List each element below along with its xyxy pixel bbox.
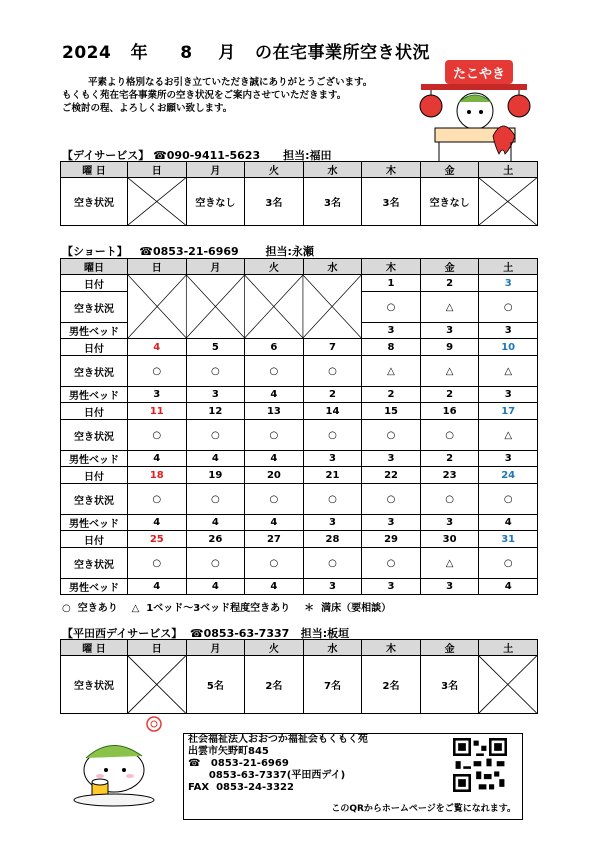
header-cell: 水 — [303, 640, 362, 656]
row-label: 日付 — [61, 339, 128, 356]
header-cell: 金 — [420, 162, 479, 178]
bed-row — [61, 387, 538, 403]
status-cell: ○ — [303, 548, 362, 579]
date-cell: 2 — [420, 275, 479, 292]
status-cell: △ — [479, 420, 538, 451]
header-cell: 金 — [420, 259, 479, 275]
row-label: 空き状況 — [61, 484, 128, 515]
tel-main: ☎ 0853-21-6969 — [188, 758, 289, 769]
bed-cell: 3 — [303, 451, 362, 467]
header-cell: 土 — [479, 259, 538, 275]
status-cell: ○ — [128, 356, 187, 387]
closed-cell — [479, 656, 538, 714]
bed-cell: 3 — [128, 387, 187, 403]
phone-number: ☎0853-63-7337 — [189, 627, 290, 640]
header-cell: 水 — [303, 259, 362, 275]
bed-cell: 3 — [420, 515, 479, 531]
date-row — [61, 275, 538, 292]
row-label: 男性ベッド — [61, 323, 128, 339]
bed-cell: 3 — [362, 515, 421, 531]
header-cell: 日 — [128, 259, 187, 275]
status-cell: ○ — [245, 484, 304, 515]
phone-number: ☎090-9411-5623 — [153, 149, 261, 162]
status-cell: 7名 — [303, 656, 362, 714]
header-cell: 木 — [362, 259, 421, 275]
org-name: 社会福祉法人おおつか福祉会もくもく苑 — [188, 734, 368, 745]
date-row — [61, 403, 538, 420]
date-cell: 5 — [186, 339, 245, 356]
status-cell: ○ — [245, 420, 304, 451]
header-cell: 火 — [245, 259, 304, 275]
bed-cell: 4 — [479, 579, 538, 595]
status-cell: ○ — [186, 484, 245, 515]
date-cell: 27 — [245, 531, 304, 548]
date-row — [61, 339, 538, 356]
header-cell: 日 — [128, 162, 187, 178]
status-row — [61, 420, 538, 451]
date-cell: 12 — [186, 403, 245, 420]
bed-cell: 3 — [362, 451, 421, 467]
status-cell: △ — [479, 356, 538, 387]
bed-cell: 2 — [303, 387, 362, 403]
fax: FAX 0853-24-3322 — [188, 782, 294, 793]
header-cell: 水 — [303, 162, 362, 178]
intro-text — [62, 76, 372, 115]
date-cell-saturday: 24 — [479, 467, 538, 484]
status-cell: ○ — [245, 356, 304, 387]
header-cell: 曜 日 — [61, 162, 128, 178]
header-cell: 金 — [420, 640, 479, 656]
bed-cell: 3 — [479, 387, 538, 403]
date-cell: 29 — [362, 531, 421, 548]
row-label: 空き状況 — [61, 420, 128, 451]
takoyaki-stall-illustration — [415, 56, 533, 164]
row-label: 空き状況 — [61, 356, 128, 387]
status-cell: ○ — [362, 484, 421, 515]
status-cell: ○ — [303, 484, 362, 515]
closed-cell — [128, 178, 187, 226]
mascot-illustration — [62, 712, 172, 808]
header-row — [61, 162, 538, 178]
header-row — [61, 640, 538, 656]
status-cell: △ — [362, 356, 421, 387]
status-row — [61, 656, 538, 714]
bed-cell: 3 — [186, 387, 245, 403]
status-cell: 3名 — [362, 178, 421, 226]
bed-cell: 3 — [420, 323, 479, 339]
status-cell: ○ — [128, 420, 187, 451]
bed-cell: 2 — [420, 387, 479, 403]
row-label: 空き状況 — [61, 292, 128, 323]
status-cell: ○ — [479, 292, 538, 323]
date-cell: 13 — [245, 403, 304, 420]
header-cell: 火 — [245, 640, 304, 656]
status-cell: ○ — [128, 548, 187, 579]
status-cell: ○ — [362, 292, 421, 323]
date-cell: 16 — [420, 403, 479, 420]
row-label: 空き状況 — [61, 548, 128, 579]
date-cell: 21 — [303, 467, 362, 484]
status-cell: 3名 — [303, 178, 362, 226]
date-row — [61, 531, 538, 548]
date-cell-saturday: 3 — [479, 275, 538, 292]
status-cell: ○ — [186, 420, 245, 451]
status-cell: ○ — [186, 356, 245, 387]
bed-cell: 3 — [479, 323, 538, 339]
legend: ○ 空きあり △ 1ベッド～3ベッド程度空きあり ＊ 満床（要相談） — [62, 603, 392, 614]
status-row — [61, 356, 538, 387]
bed-cell: 3 — [362, 323, 421, 339]
bed-cell: 3 — [303, 515, 362, 531]
stall-sign: たこやき — [452, 67, 506, 82]
short-stay-table — [60, 258, 538, 595]
bed-cell: 3 — [420, 579, 479, 595]
closed-cell — [128, 656, 187, 714]
status-cell: 5名 — [186, 656, 245, 714]
date-cell: 15 — [362, 403, 421, 420]
bed-cell: 4 — [245, 451, 304, 467]
date-cell: 23 — [420, 467, 479, 484]
row-label: 日付 — [61, 403, 128, 420]
status-cell: ○ — [420, 484, 479, 515]
date-cell: 19 — [186, 467, 245, 484]
status-cell: 空きなし — [420, 178, 479, 226]
row-label: 男性ベッド — [61, 451, 128, 467]
header-cell: 木 — [362, 640, 421, 656]
header-cell: 月 — [186, 259, 245, 275]
date-cell: 14 — [303, 403, 362, 420]
status-row — [61, 178, 538, 226]
status-cell: ○ — [479, 548, 538, 579]
header-cell: 火 — [245, 162, 304, 178]
bed-cell: 4 — [479, 515, 538, 531]
status-cell: ○ — [303, 356, 362, 387]
phone-number: ☎0853-21-6969 — [139, 245, 239, 258]
date-row — [61, 467, 538, 484]
status-cell: ○ — [362, 548, 421, 579]
intro-line: 平素より格別なるお引き立ていただき誠にありがとうございます。 — [88, 77, 373, 88]
status-cell: ○ — [479, 484, 538, 515]
status-cell: △ — [420, 356, 479, 387]
header-cell: 月 — [186, 162, 245, 178]
row-label: 日付 — [61, 467, 128, 484]
day-service-heading: 【デイサービス】 ☎090-9411-5623 担当:福田 — [62, 149, 332, 162]
status-cell: 2名 — [362, 656, 421, 714]
bed-cell: 3 — [362, 579, 421, 595]
date-cell: 26 — [186, 531, 245, 548]
date-cell-sunday: 18 — [128, 467, 187, 484]
date-cell: 8 — [362, 339, 421, 356]
date-cell-saturday: 10 — [479, 339, 538, 356]
status-cell: △ — [420, 548, 479, 579]
row-label: 男性ベッド — [61, 387, 128, 403]
status-cell: ○ — [245, 548, 304, 579]
date-cell: 20 — [245, 467, 304, 484]
date-cell-sunday: 4 — [128, 339, 187, 356]
address: 出雲市矢野町845 — [188, 746, 269, 757]
day-service-table — [60, 161, 538, 226]
bed-cell: 4 — [245, 579, 304, 595]
header-cell: 曜 日 — [61, 640, 128, 656]
status-cell: ○ — [303, 420, 362, 451]
date-cell-saturday: 31 — [479, 531, 538, 548]
date-cell-sunday: 25 — [128, 531, 187, 548]
qr-note: このQRからホームページをご覧になれます。 — [331, 804, 516, 814]
header-cell: 日 — [128, 640, 187, 656]
hirata-table — [60, 639, 538, 714]
intro-line: もくもく苑在宅各事業所の空き状況をご案内させていただきます。 — [62, 90, 347, 101]
intro-line: ご検討の程、よろしくお願い致します。 — [62, 103, 233, 114]
date-cell: 9 — [420, 339, 479, 356]
header-cell: 土 — [479, 640, 538, 656]
date-cell: 30 — [420, 531, 479, 548]
date-cell-saturday: 17 — [479, 403, 538, 420]
page-title: 2024 年 8 月 の在宅事業所空き状況 — [62, 43, 430, 63]
status-cell: ○ — [128, 484, 187, 515]
bed-cell: 4 — [128, 451, 187, 467]
bed-cell: 4 — [128, 579, 187, 595]
row-label: 空き状況 — [61, 178, 128, 226]
bed-cell: 4 — [186, 579, 245, 595]
date-cell: 7 — [303, 339, 362, 356]
status-cell: 空きなし — [186, 178, 245, 226]
row-label: 男性ベッド — [61, 579, 128, 595]
date-cell: 22 — [362, 467, 421, 484]
row-label: 日付 — [61, 531, 128, 548]
header-cell: 土 — [479, 162, 538, 178]
row-label: 日付 — [61, 275, 128, 292]
bed-cell: 4 — [245, 515, 304, 531]
bed-cell: 2 — [362, 387, 421, 403]
bed-cell: 3 — [303, 579, 362, 595]
header-row — [61, 259, 538, 275]
header-cell: 曜日 — [61, 259, 128, 275]
bed-row — [61, 579, 538, 595]
bed-cell: 4 — [128, 515, 187, 531]
status-row — [61, 484, 538, 515]
status-cell: 3名 — [245, 178, 304, 226]
status-row — [61, 548, 538, 579]
bed-cell: 4 — [186, 451, 245, 467]
header-cell: 木 — [362, 162, 421, 178]
bed-row — [61, 451, 538, 467]
row-label: 男性ベッド — [61, 515, 128, 531]
date-cell-sunday: 11 — [128, 403, 187, 420]
status-cell: △ — [420, 292, 479, 323]
status-cell: ○ — [420, 420, 479, 451]
bed-cell: 2 — [420, 451, 479, 467]
contact-box — [183, 733, 523, 820]
row-label: 空き状況 — [61, 656, 128, 714]
date-cell: 6 — [245, 339, 304, 356]
header-cell: 月 — [186, 640, 245, 656]
status-cell: ○ — [186, 548, 245, 579]
closed-cell — [479, 178, 538, 226]
short-stay-heading: 【ショート】 ☎0853-21-6969 担当:永瀬 — [62, 245, 314, 258]
date-cell: 1 — [362, 275, 421, 292]
date-cell: 28 — [303, 531, 362, 548]
bed-row — [61, 515, 538, 531]
bed-cell: 3 — [479, 451, 538, 467]
tel-hirata: 0853-63-7337(平田西デイ) — [188, 770, 346, 781]
hirata-heading: 【平田西デイサービス】 ☎0853-63-7337 担当:板垣 — [62, 627, 350, 640]
no-dates-cell — [128, 275, 362, 339]
bed-cell: 4 — [186, 515, 245, 531]
bed-cell: 4 — [245, 387, 304, 403]
status-cell: 2名 — [245, 656, 304, 714]
status-cell: 3名 — [420, 656, 479, 714]
qr-code-icon[interactable] — [450, 738, 510, 792]
status-cell: ○ — [362, 420, 421, 451]
